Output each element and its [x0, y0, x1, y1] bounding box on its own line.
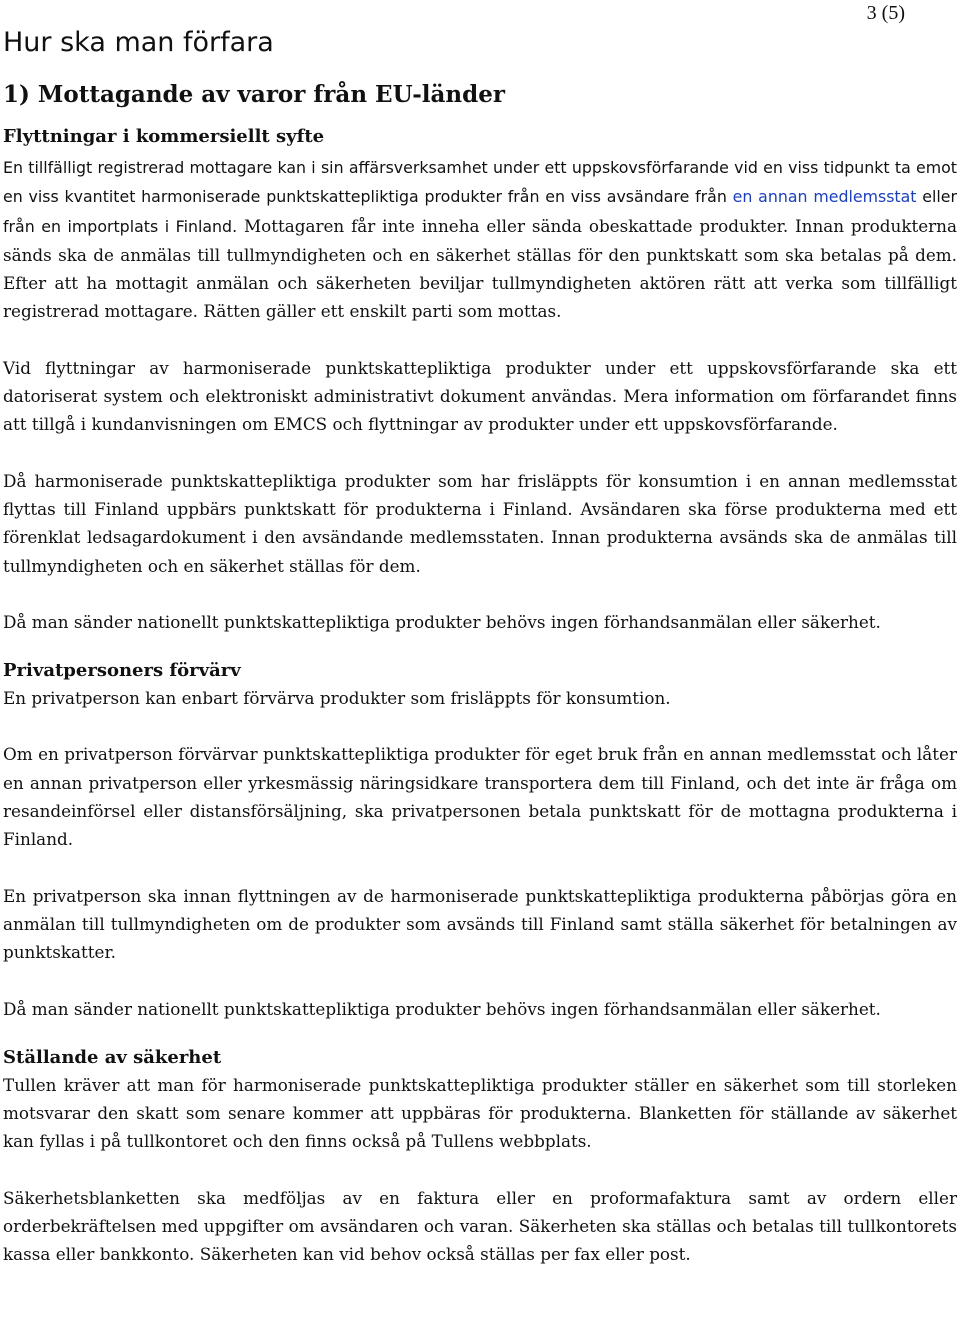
section-title-eu-goods: 1) Mottagande av varor från EU-länder	[3, 81, 505, 108]
page-number: 3 (5)	[866, 2, 905, 24]
paragraph-private-1: En privatperson kan enbart förvärva produkter som frisläppts för konsumtion.	[3, 688, 671, 709]
paragraph-private-4: Då man sänder nationellt punktskattepliktiga produkter behövs ingen förhandsanmälan eller säkerhet.	[3, 998, 881, 1019]
document-page	[3, 0, 957, 1269]
paragraph-security-1: Tullen kräver att man för harmoniserade punktskattepliktiga produkter ställer en säkerhet som till storleken motsvarar den skatt som senare kommer att uppbäras för produkterna. Blanketten för ställande av säkerhet kan fyllas i på tullkontoret och den finns också på Tullens webbplats.	[3, 1074, 957, 1152]
subsection-title-security: Ställande av säkerhet	[3, 1046, 222, 1068]
paragraph-commercial-1-text-a: En tillfälligt registrerad mottagare kan i sin affärsverksamhet under ett uppskovsförfarande vid en viss tidpunkt ta emot en viss kvantitet harmoniserade punktskattepliktiga produkter från en viss avsändare från	[3, 158, 957, 207]
paragraph-private-2: Om en privatperson förvärvar punktskattepliktiga produkter för eget bruk från en annan medlemsstat och låter en annan privatperson eller yrkesmässig näringsidkare transportera dem till Finland, och det inte är fråga om resandeinförsel eller distansförsäljning, ska privatpersonen betala punktskatt för de mottagna produkterna i Finland.	[3, 744, 957, 850]
paragraph-commercial-4: Då man sänder nationellt punktskattepliktiga produkter behövs ingen förhandsanmälan eller säkerhet.	[3, 611, 881, 632]
paragraph-commercial-3: Då harmoniserade punktskattepliktiga produkter som har frisläppts för konsumtion i en annan medlemsstat flyttas till Finland uppbärs punktskatt för produkterna i Finland. Avsändaren ska förse produkterna med ett förenklat ledsagardokument i den avsändande medlemsstaten. Innan produkterna avsänds ska de anmälas till tullmyndigheten och en säkerhet ställas för dem.	[3, 470, 957, 576]
main-title: Hur ska man förfara	[3, 27, 274, 58]
paragraph-security-2: Säkerhetsblanketten ska medföljas av en faktura eller en proformafaktura samt av ordern eller orderbekräftelsen med uppgifter om avsändaren och varan. Säkerheten ska ställas och betalas till tullkontorets kassa eller bankkonto. Säkerheten kan vid behov också ställas per fax eller post.	[3, 1187, 957, 1265]
paragraph-commercial-1-text-b: eller från en importplats i Finland.	[3, 187, 958, 236]
paragraph-commercial-2: Vid flyttningar av harmoniserade punktskattepliktiga produkter under ett uppskovsförfarande ska ett datoriserat system och elektroniskt administrativt dokument användas. Mera information om förfarandet finns att tillgå i kundanvisningen om EMCS och flyttningar av produkter under ett uppskovsförfarande.	[3, 357, 957, 435]
paragraph-commercial-1	[3, 153, 957, 326]
member-state-link[interactable]: en annan medlemsstat	[732, 187, 917, 207]
subsection-title-private: Privatpersoners förvärv	[3, 660, 241, 682]
paragraph-private-3: En privatperson ska innan flyttningen av de harmoniserade punktskattepliktiga produkterna påbörjas göra en anmälan till tullmyndigheten om de produkter som avsänds till Finland samt ställa säkerhet för betalningen av punktskatter.	[3, 885, 957, 963]
paragraph-commercial-1-text-c: Mottagaren får inte inneha eller sända obeskattade produkter. Innan produkterna sänds ska de anmälas till tullmyndigheten och en säkerhet ställas för den punktskatt som ska betalas på dem. Efter att ha mottagit anmälan och säkerheten beviljar tullmyndigheten aktören rätt att verka som tillfälligt registrerad mottagare. Rätten gäller ett enskilt parti som mottas.	[3, 215, 957, 322]
subsection-title-commercial: Flyttningar i kommersiellt syfte	[3, 126, 325, 147]
